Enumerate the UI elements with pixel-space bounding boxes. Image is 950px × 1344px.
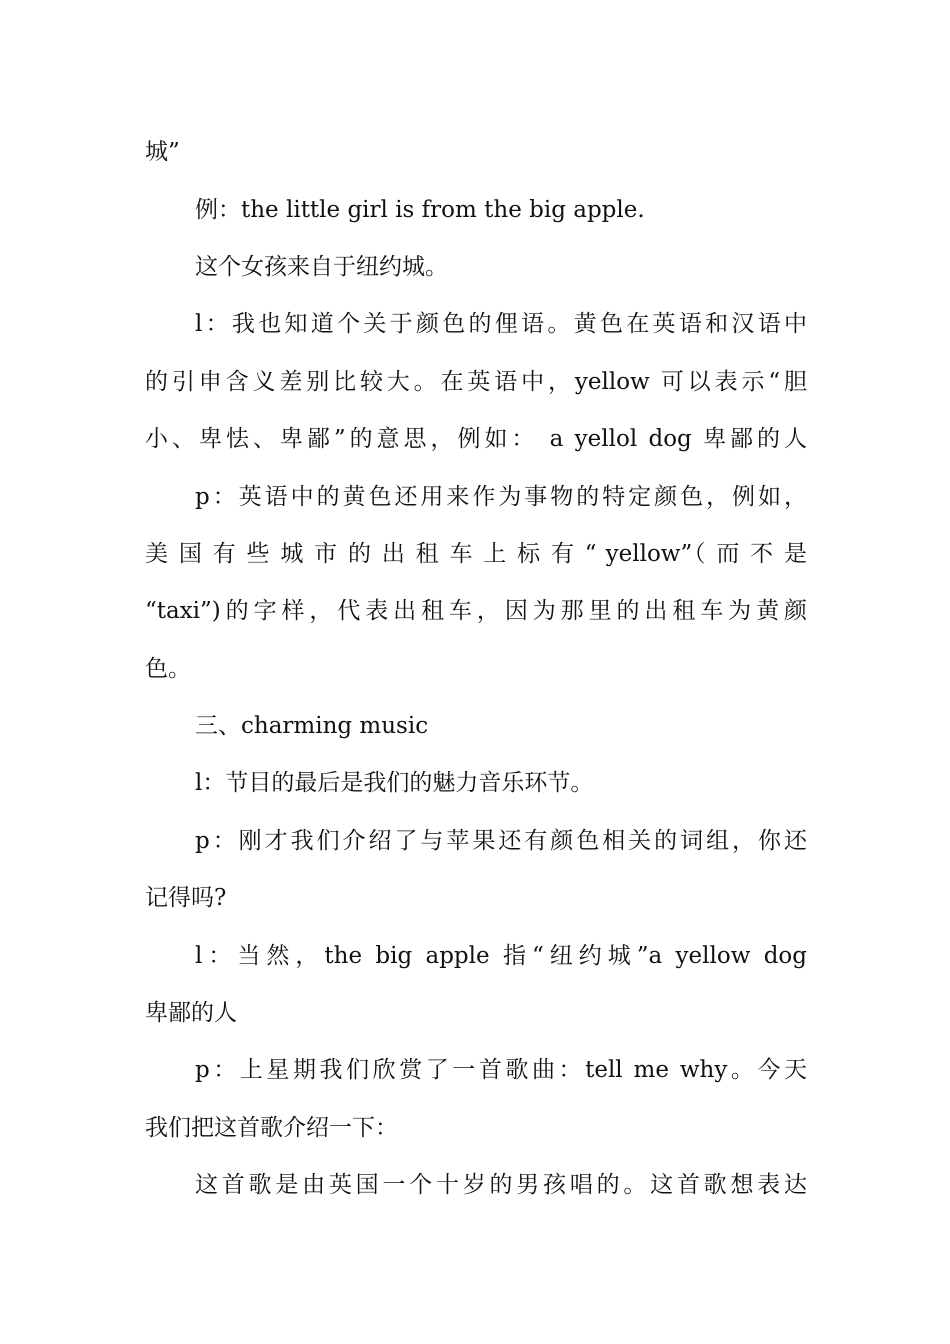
section-heading: 三、charming music <box>195 713 429 739</box>
text-line: 的引申含义差别比较大。在英语中，yellow 可以表示“胆 <box>145 369 807 395</box>
text-line: p：上星期我们欣赏了一首歌曲：tell me why。今天 <box>195 1057 807 1083</box>
text-line: 小、卑怯、卑鄙”的意思，例如： a yellol dog 卑鄙的人 <box>145 426 807 452</box>
text-line: l：我也知道个关于颜色的俚语。黄色在英语和汉语中 <box>195 311 807 337</box>
text-line: 这首歌是由英国一个十岁的男孩唱的。这首歌想表达 <box>195 1172 807 1198</box>
example-line: 例：the little girl is from the big apple. <box>195 197 645 223</box>
text-line: l：节目的最后是我们的魅力音乐环节。 <box>195 770 594 796</box>
text-line: p：刚才我们介绍了与苹果还有颜色相关的词组，你还 <box>195 828 807 854</box>
text-line: 城” <box>145 139 180 165</box>
text-line: 记得吗? <box>145 885 227 911</box>
text-line: 卑鄙的人 <box>145 1000 237 1026</box>
text-line: 美 国 有 些 城 市 的 出 租 车 上 标 有 “ yellow”（ 而 不 是 <box>145 541 807 567</box>
text-line: “taxi”)的字样，代表出租车，因为那里的出租车为黄颜 <box>145 598 807 624</box>
text-line: p：英语中的黄色还用来作为事物的特定颜色，例如， <box>195 484 807 510</box>
text-line: 我们把这首歌介绍一下： <box>145 1115 398 1141</box>
text-line: 色。 <box>145 656 191 682</box>
translation-line: 这个女孩来自于纽约城。 <box>195 254 448 280</box>
text-line: l：当然，the big apple 指“纽约城”a yellow dog <box>195 943 807 969</box>
